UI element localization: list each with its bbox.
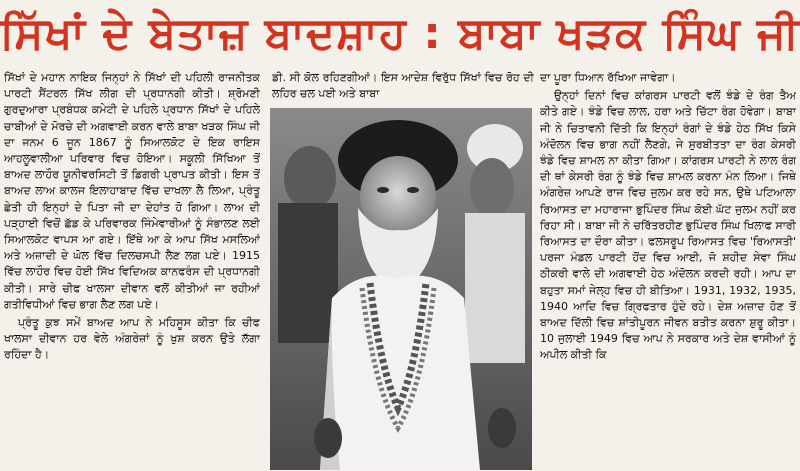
column-2-paragraph: ਡੀ. ਸੀ ਕੋਲ ਰਹਿਣਗੀਆਂ। ਇਸ ਆਦੇਸ਼ ਵਿਰੁੱਧ ਸਿੱਖਾਂ ਵਿਚ ਰੋਹ ਦੀ ਲਹਿਰ ਚਲ ਪਈ ਅਤੇ ਬਾਬਾ xyxy=(272,71,534,101)
baba-kharak-singh-photo xyxy=(270,108,532,470)
article-column-3 xyxy=(540,70,796,470)
column-3-paragraph-1: ਦਾ ਪੂਰਾ ਧਿਆਨ ਰੱਖਿਆ ਜਾਵੇਗਾ। xyxy=(540,71,676,84)
headline: ਸਿੱਖਾਂ ਦੇ ਬੇਤਾਜ਼ ਬਾਦਸ਼ਾਹ : ਬਾਬਾ ਖੜਕ ਸਿੰਘ ਜੀ xyxy=(0,7,800,59)
article-column-1 xyxy=(4,70,260,470)
article-column-2-text xyxy=(272,70,534,104)
column-1-paragraph-1: ਸਿੱਖਾਂ ਦੇ ਮਹਾਨ ਨਾਇਕ ਜਿਨ੍ਹਾਂ ਨੇ ਸਿੱਖਾਂ ਦੀ ਪਹਿਲੀ ਰਾਜਨੀਤਕ ਪਾਰਟੀ ਸੈਂਟਰਲ ਸਿੱਖ ਲੀਗ ਦੀ ਪ੍ਰਧਾਨਗੀ ਕੀਤੀ। ਸ਼੍ਰੋਮਣੀ ਗੁਰਦੁਆਰਾ ਪ੍ਰਬੰਧਕ ਕਮੇਟੀ ਦੇ ਪਹਿਲੇ ਪ੍ਰਧਾਨ ਸਿੱਖਾਂ ਦੇ ਪਹਿਲੇ ਚਾਬੀਆਂ ਦੇ ਮੋਰਚੇ ਦੀ ਅਗਵਾਈ ਕਰਨ ਵਾਲੇ ਬਾਬਾ ਖੜਕ ਸਿੰਘ ਜੀ ਦਾ ਜਨਮ 6 ਜੂਨ 1867 ਨੂੰ ਸਿਆਲਕੋਟ ਦੇ ਇਕ ਰਾਇਸ ਆਹਲੂਵਾਲੀਆ ਪਰਿਵਾਰ ਵਿਚ ਹੋਇਆ। ਸਕੂਲੀ ਸਿੱਖਿਆ ਤੋਂ ਬਾਅਦ ਲਾਹੌਰ ਯੂਨੀਵਰਸਿਟੀ ਤੋਂ ਡਿਗਰੀ ਪ੍ਰਾਪਤ ਕੀਤੀ। ਇਸ ਤੋਂ ਬਾਅਦ ਲਾਅ ਕਾਲਜ ਇਲਾਹਾਬਾਦ ਵਿੱਚ ਦਾਖਲਾ ਲੈ ਲਿਆ, ਪ੍ਰੰਤੂ ਛੇਤੀ ਹੀ ਇਨ੍ਹਾਂ ਦੇ ਪਿਤਾ ਜੀ ਦਾ ਦੇਹਾਂਤ ਹੋ ਗਿਆ। ਲਾਅ ਦੀ ਪੜ੍ਹਾਈ ਵਿਚੋਂ ਛੱਡ ਕੇ ਪਰਿਵਾਰਕ ਜਿੰਮੇਵਾਰੀਆਂ ਨੂੰ ਸੰਭਾਲਣ ਲਈ ਸਿਆਲਕੋਟ ਵਾਪਸ ਆ ਗਏ। ਇੱਥੇ ਆ ਕੇ ਆਪ ਸਿੱਖ ਮਸਲਿਆਂ ਅਤੇ ਅਜ਼ਾਦੀ ਦੇ ਘੋਲ ਵਿੱਚ ਦਿਲਚਸਪੀ ਲੈਣ ਲਗ ਪਏ। 1915 ਵਿੱਚ ਲਾਹੌਰ ਵਿਚ ਹੋਈ ਸਿੱਖ ਵਿਦਿਅਕ ਕਾਨਫਰੰਸ ਦੀ ਪ੍ਰਧਾਨਗੀ ਕੀਤੀ। ਸਾਰੇ ਚੀਫ ਖਾਲਸਾ ਦੀਵਾਨ ਵਲੋਂ ਕੀਤੀਆਂ ਜਾ ਰਹੀਆਂ ਗਤੀਵਿਧੀਆਂ ਵਿਚ ਭਾਗ ਲੈਣ ਲਗ ਪਏ। xyxy=(4,71,260,311)
column-3-paragraph-2: ਉਨ੍ਹਾਂ ਦਿਨਾਂ ਵਿਚ ਕਾਂਗਰਸ ਪਾਰਟੀ ਵਲੋਂ ਝੰਡੇ ਦੇ ਰੰਗ ਤੈਅ ਕੀਤੇ ਗਏ। ਝੰਡੇ ਵਿਚ ਲਾਲ, ਹਰਾ ਅਤੇ ਚਿੱਟਾ ਰੰਗ ਹੋਵੇਗਾ। ਬਾਬਾ ਜੀ ਨੇ ਚਿਤਾਵਨੀ ਦਿੱਤੀ ਕਿ ਇਨ੍ਹਾਂ ਰੰਗਾਂ ਦੇ ਝੰਡੇ ਹੇਠ ਸਿੱਖ ਕਿਸੇ ਅੰਦੋਲਨ ਵਿਚ ਭਾਗ ਨਹੀਂ ਲੈਣਗੇ, ਜੇ ਸੁਰਬੀਤਤਾ ਦਾ ਰੰਗ ਕੇਸਰੀ ਝੰਡੇ ਵਿਚ ਸ਼ਾਮਲ ਨਾ ਕੀਤਾ ਗਿਆ। ਕਾਂਗਰਸ ਪਾਰਟੀ ਨੇ ਲਾਲ ਰੰਗ ਦੀ ਥਾਂ ਕੇਸਰੀ ਰੰਗ ਨੂੰ ਝੰਡੇ ਵਿਚ ਸ਼ਾਮਲ ਕਰਨਾ ਮੰਨ ਲਿਆ। ਜਿਥੇ ਅੰਗਰੇਜ਼ ਆਪਣੇ ਰਾਜ ਵਿਚ ਜੁਲਮ ਕਰ ਰਹੇ ਸਨ, ਉਥੇ ਪਟਿਆਲਾ ਰਿਆਸਤ ਦਾ ਮਹਾਰਾਜਾ ਭੁਪਿੰਦਰ ਸਿੰਘ ਕੋਈ ਘੱਟ ਜੁਲਮ ਨਹੀਂ ਕਰ ਰਿਹਾ ਸੀ। ਬਾਬਾ ਜੀ ਨੇ ਚਰਿੱਤਰਹੀਣ ਭੁਪਿੰਦਰ ਸਿੰਘ ਖਿਲਾਫ ਸਾਰੀ ਰਿਆਸਤ ਦਾ ਦੌਰਾ ਕੀਤਾ। ਫਲਸਰੂਪ ਰਿਆਸਤ ਵਿਚ 'ਰਿਆਸਤੀ' ਪਰਜਾ ਮੰਡਲ ਪਾਰਟੀ ਹੋਂਦ ਵਿਚ ਆਈ, ਜੋ ਸ਼ਹੀਦ ਸੇਵਾ ਸਿੰਘ ਠੀਕਰੀ ਵਾਲੇ ਦੀ ਅਗਵਾਈ ਹੇਠ ਅੰਦੋਲਨ ਕਰਦੀ ਰਹੀ। ਆਪ ਦਾ ਬਹੁਤਾ ਸਮਾਂ ਜੇਲ੍ਹ ਵਿਚ ਹੀ ਬੀਤਿਆ। 1931, 1932, 1935, 1940 ਆਦਿ ਵਿਚ ਗ੍ਰਿਫਤਾਰ ਹੁੰਦੇ ਰਹੇ। ਦੇਸ਼ ਅਜ਼ਾਦ ਹੋਣ ਤੋਂ ਬਾਅਦ ਦਿੱਲੀ ਵਿਚ ਸ਼ਾਂਤੀਪੂਰਨ ਜੀਵਨ ਬਤੀਤ ਕਰਨਾ ਸ਼ੁਰੂ ਕੀਤਾ। 10 ਜੁਲਾਈ 1949 ਵਿਚ ਆਪ ਨੇ ਸਰਕਾਰ ਅਤੇ ਦੇਸ਼ ਵਾਸੀਆਂ ਨੂੰ ਅਪੀਲ ਕੀਤੀ ਕਿ xyxy=(540,89,796,362)
column-1-paragraph-2: ਪ੍ਰੰਤੂ ਕੁਝ ਸਮੇਂ ਬਾਅਦ ਆਪ ਨੇ ਮਹਿਸੂਸ ਕੀਤਾ ਕਿ ਚੀਫ ਖਾਲਸਾ ਦੀਵਾਨ ਹਰ ਵੇਲੇ ਅੰਗਰੇਜ਼ਾਂ ਨੂੰ ਖੁਸ਼ ਕਰਨ ਉਤੇ ਲੱਗਾ ਰਹਿੰਦਾ ਹੈ। xyxy=(4,316,260,362)
